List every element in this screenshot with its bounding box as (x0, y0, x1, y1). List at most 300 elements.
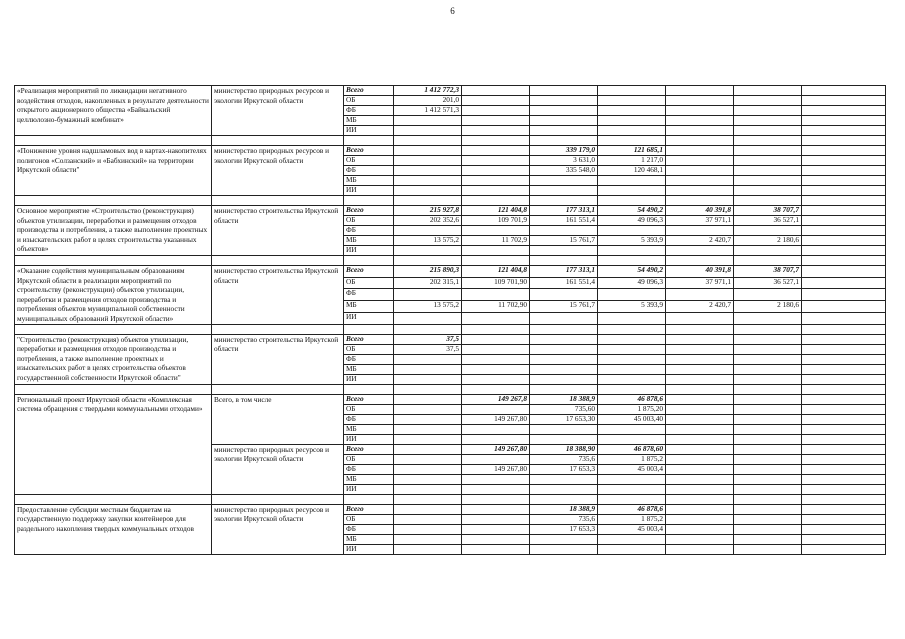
empty-cell (802, 344, 886, 354)
amount-cell (462, 166, 530, 176)
empty-cell (212, 256, 344, 266)
amount-cell (734, 444, 802, 454)
funding-source-cell: ИИ (344, 186, 394, 196)
amount-cell: 735,6 (530, 454, 598, 464)
amount-cell (734, 374, 802, 384)
empty-cell (802, 206, 886, 216)
amount-cell (394, 374, 462, 384)
amount-cell (734, 394, 802, 404)
amount-cell (666, 454, 734, 464)
amount-cell: 18 388,90 (530, 444, 598, 454)
amount-cell: 1 875,2 (598, 454, 666, 464)
amount-cell: 339 179,0 (530, 146, 598, 156)
funding-source-cell: ФБ (344, 464, 394, 474)
amount-cell (734, 126, 802, 136)
amount-cell (462, 424, 530, 434)
amount-cell (394, 364, 462, 374)
amount-cell (462, 454, 530, 464)
amount-cell (530, 544, 598, 554)
amount-cell: 177 313,1 (530, 266, 598, 278)
amount-cell (598, 116, 666, 126)
amount-cell (666, 116, 734, 126)
empty-cell (734, 384, 802, 394)
amount-cell (530, 334, 598, 344)
amount-cell (598, 374, 666, 384)
amount-cell: 49 096,3 (598, 216, 666, 226)
amount-cell (666, 374, 734, 384)
empty-cell (462, 324, 530, 334)
amount-cell (598, 246, 666, 256)
empty-cell (598, 494, 666, 504)
amount-cell (666, 514, 734, 524)
empty-cell (734, 324, 802, 334)
empty-cell (802, 126, 886, 136)
amount-cell (734, 344, 802, 354)
activity-description: «Понижение уровня надшламовых вод в картах-накопителях полигонов «Солзанский» и «Бабхинский» на территории Иркутской области" (15, 146, 212, 196)
empty-cell (394, 384, 462, 394)
amount-cell (462, 186, 530, 196)
amount-cell: 149 267,80 (462, 464, 530, 474)
empty-cell (802, 474, 886, 484)
amount-cell (530, 484, 598, 494)
amount-cell (530, 354, 598, 364)
amount-cell: 38 707,7 (734, 206, 802, 216)
amount-cell: 2 420,7 (666, 236, 734, 246)
amount-cell: 177 313,1 (530, 206, 598, 216)
amount-cell (394, 126, 462, 136)
amount-cell (598, 289, 666, 301)
empty-cell (212, 196, 344, 206)
amount-cell (394, 524, 462, 534)
amount-cell (462, 474, 530, 484)
spacer-row (15, 494, 886, 504)
amount-cell (666, 86, 734, 96)
empty-cell (802, 494, 886, 504)
amount-cell (598, 364, 666, 374)
empty-cell (212, 384, 344, 394)
amount-cell (462, 156, 530, 166)
empty-cell (802, 166, 886, 176)
funding-source-cell: ОБ (344, 96, 394, 106)
amount-cell (530, 312, 598, 324)
amount-cell (530, 186, 598, 196)
amount-cell (462, 364, 530, 374)
executor-cell: министерство природных ресурсов и экологии Иркутской области (212, 444, 344, 494)
amount-cell (394, 166, 462, 176)
executor-cell: министерство строительства Иркутской области (212, 206, 344, 256)
amount-cell: 202 352,6 (394, 216, 462, 226)
amount-cell (530, 106, 598, 116)
activity-description: Предоставление субсидии местным бюджетам на государственную поддержку закупки контейнеров для раздельного накопления твердых коммунальных отходов (15, 504, 212, 554)
amount-cell (734, 364, 802, 374)
amount-cell (598, 312, 666, 324)
amount-cell (530, 344, 598, 354)
amount-cell (394, 312, 462, 324)
empty-cell (802, 246, 886, 256)
amount-cell (734, 176, 802, 186)
empty-cell (530, 256, 598, 266)
amount-cell (394, 444, 462, 454)
amount-cell: 121 404,8 (462, 266, 530, 278)
amount-cell (598, 534, 666, 544)
amount-cell (394, 404, 462, 414)
amount-cell (734, 414, 802, 424)
funding-source-cell: МБ (344, 424, 394, 434)
empty-cell (462, 494, 530, 504)
amount-cell (734, 226, 802, 236)
empty-cell (734, 136, 802, 146)
amount-cell (666, 364, 734, 374)
amount-cell: 149 267,8 (462, 394, 530, 404)
amount-cell (530, 86, 598, 96)
amount-cell: 18 388,9 (530, 394, 598, 404)
amount-cell (734, 544, 802, 554)
empty-cell (802, 454, 886, 464)
amount-cell: 120 468,1 (598, 166, 666, 176)
amount-cell (666, 394, 734, 404)
amount-cell (734, 116, 802, 126)
amount-cell (394, 504, 462, 514)
amount-cell: 45 003,4 (598, 524, 666, 534)
amount-cell (666, 312, 734, 324)
amount-cell: 17 653,3 (530, 524, 598, 534)
amount-cell: 15 761,7 (530, 236, 598, 246)
funding-source-cell: ОБ (344, 277, 394, 289)
amount-cell (666, 146, 734, 156)
amount-cell (462, 146, 530, 156)
funding-source-cell: ИИ (344, 312, 394, 324)
empty-cell (802, 312, 886, 324)
amount-cell: 46 878,6 (598, 394, 666, 404)
spacer-row (15, 384, 886, 394)
empty-cell (212, 136, 344, 146)
empty-cell (530, 384, 598, 394)
amount-cell (598, 226, 666, 236)
empty-cell (802, 394, 886, 404)
empty-cell (802, 484, 886, 494)
funding-source-cell: ФБ (344, 354, 394, 364)
amount-cell: 121 685,1 (598, 146, 666, 156)
empty-cell (394, 196, 462, 206)
budget-table (14, 85, 886, 555)
empty-cell (802, 136, 886, 146)
amount-cell: 40 391,8 (666, 266, 734, 278)
amount-cell: 1 412 772,3 (394, 86, 462, 96)
amount-cell: 18 388,9 (530, 504, 598, 514)
amount-cell (734, 534, 802, 544)
amount-cell (734, 514, 802, 524)
amount-cell (734, 404, 802, 414)
amount-cell (598, 434, 666, 444)
funding-source-cell: ИИ (344, 544, 394, 554)
amount-cell (394, 176, 462, 186)
empty-cell (394, 256, 462, 266)
page-number: 6 (450, 6, 455, 16)
amount-cell (666, 504, 734, 514)
amount-cell: 45 003,4 (598, 464, 666, 474)
empty-cell (394, 136, 462, 146)
amount-cell (462, 312, 530, 324)
amount-cell (734, 424, 802, 434)
amount-cell: 3 631,0 (530, 156, 598, 166)
empty-cell (15, 384, 212, 394)
amount-cell (666, 444, 734, 454)
empty-cell (802, 176, 886, 186)
funding-source-cell: Всего (344, 394, 394, 404)
empty-cell (802, 86, 886, 96)
amount-cell (598, 96, 666, 106)
executor-cell: министерство природных ресурсов и экологии Иркутской области (212, 86, 344, 136)
empty-cell (802, 374, 886, 384)
empty-cell (802, 414, 886, 424)
amount-cell (394, 454, 462, 464)
empty-cell (15, 256, 212, 266)
empty-cell (734, 196, 802, 206)
amount-cell (530, 116, 598, 126)
empty-cell (15, 494, 212, 504)
funding-source-cell: ОБ (344, 156, 394, 166)
amount-cell (530, 434, 598, 444)
amount-cell (666, 524, 734, 534)
amount-cell (462, 514, 530, 524)
amount-cell (598, 126, 666, 136)
amount-cell (530, 534, 598, 544)
amount-cell: 37,5 (394, 334, 462, 344)
empty-cell (394, 324, 462, 334)
empty-cell (802, 364, 886, 374)
funding-source-cell: ФБ (344, 524, 394, 534)
empty-cell (802, 146, 886, 156)
amount-cell (734, 464, 802, 474)
amount-cell: 735,6 (530, 514, 598, 524)
empty-cell (344, 494, 394, 504)
amount-cell (394, 394, 462, 404)
empty-cell (802, 226, 886, 236)
empty-cell (802, 156, 886, 166)
amount-cell (394, 434, 462, 444)
amount-cell: 37,5 (394, 344, 462, 354)
amount-cell: 11 702,90 (462, 301, 530, 313)
empty-cell (802, 444, 886, 454)
amount-cell: 161 551,4 (530, 216, 598, 226)
funding-source-cell: Всего (344, 86, 394, 96)
amount-cell (734, 504, 802, 514)
amount-cell: 735,60 (530, 404, 598, 414)
empty-cell (530, 136, 598, 146)
amount-cell: 1 875,2 (598, 514, 666, 524)
amount-cell (666, 96, 734, 106)
empty-cell (802, 266, 886, 278)
amount-cell (530, 246, 598, 256)
amount-cell (734, 484, 802, 494)
empty-cell (530, 494, 598, 504)
funding-source-cell: Всего (344, 444, 394, 454)
empty-cell (462, 384, 530, 394)
funding-source-cell: ОБ (344, 344, 394, 354)
amount-cell (530, 176, 598, 186)
amount-cell (734, 434, 802, 444)
amount-cell: 201,0 (394, 96, 462, 106)
amount-cell (734, 354, 802, 364)
empty-cell (598, 324, 666, 334)
activity-description: Основное мероприятие «Строительство (реконструкция) объектов утилизации, переработки и размещения отходов производства и потребления, а также выполнение проектных и изыскательских работ в целях строительства указанных объектов» (15, 206, 212, 256)
amount-cell (462, 96, 530, 106)
amount-cell (394, 116, 462, 126)
empty-cell (212, 494, 344, 504)
empty-cell (15, 136, 212, 146)
spacer-row (15, 324, 886, 334)
amount-cell: 40 391,8 (666, 206, 734, 216)
amount-cell: 38 707,7 (734, 266, 802, 278)
funding-source-cell: ИИ (344, 246, 394, 256)
executor-cell: министерство природных ресурсов и экологии Иркутской области (212, 504, 344, 554)
amount-cell: 54 490,2 (598, 266, 666, 278)
empty-cell (802, 256, 886, 266)
amount-cell (598, 354, 666, 364)
amount-cell (462, 289, 530, 301)
empty-cell (344, 136, 394, 146)
amount-cell: 13 575,2 (394, 236, 462, 246)
empty-cell (802, 544, 886, 554)
amount-cell: 161 551,4 (530, 277, 598, 289)
empty-cell (802, 96, 886, 106)
funding-source-cell: ФБ (344, 289, 394, 301)
activity-description: Региональный проект Иркутской области «Комплексная система обращения с твердыми коммунальными отходами» (15, 394, 212, 494)
empty-cell (666, 256, 734, 266)
amount-cell (530, 364, 598, 374)
amount-cell (394, 156, 462, 166)
funding-source-cell: МБ (344, 534, 394, 544)
amount-cell (462, 86, 530, 96)
amount-cell: 149 267,80 (462, 414, 530, 424)
table-row (15, 146, 886, 156)
amount-cell (598, 186, 666, 196)
funding-source-cell: МБ (344, 116, 394, 126)
amount-cell (394, 186, 462, 196)
funding-source-cell: МБ (344, 364, 394, 374)
amount-cell (530, 374, 598, 384)
empty-cell (598, 384, 666, 394)
amount-cell (530, 424, 598, 434)
funding-source-cell: ОБ (344, 404, 394, 414)
amount-cell (530, 126, 598, 136)
amount-cell: 37 971,1 (666, 277, 734, 289)
empty-cell (212, 324, 344, 334)
empty-cell (530, 324, 598, 334)
amount-cell (666, 544, 734, 554)
amount-cell (734, 166, 802, 176)
amount-cell (598, 544, 666, 554)
amount-cell (394, 146, 462, 156)
amount-cell (666, 434, 734, 444)
amount-cell (530, 96, 598, 106)
amount-cell (394, 464, 462, 474)
amount-cell: 5 393,9 (598, 301, 666, 313)
amount-cell (394, 414, 462, 424)
amount-cell (462, 116, 530, 126)
empty-cell (802, 514, 886, 524)
amount-cell (598, 86, 666, 96)
amount-cell (462, 354, 530, 364)
amount-cell (666, 186, 734, 196)
executor-cell: министерство природных ресурсов и экологии Иркутской области (212, 146, 344, 196)
amount-cell (394, 226, 462, 236)
amount-cell: 15 761,7 (530, 301, 598, 313)
table-row (15, 206, 886, 216)
amount-cell: 121 404,8 (462, 206, 530, 216)
amount-cell (462, 404, 530, 414)
amount-cell (462, 126, 530, 136)
table-row (15, 86, 886, 96)
amount-cell: 109 701,9 (462, 216, 530, 226)
amount-cell (530, 474, 598, 484)
amount-cell (734, 312, 802, 324)
amount-cell (666, 414, 734, 424)
empty-cell (394, 494, 462, 504)
budget-table-body (15, 86, 886, 555)
empty-cell (344, 256, 394, 266)
table-row (15, 266, 886, 278)
spacer-row (15, 196, 886, 206)
amount-cell: 2 180,6 (734, 301, 802, 313)
empty-cell (802, 384, 886, 394)
amount-cell (530, 289, 598, 301)
amount-cell (394, 474, 462, 484)
amount-cell (530, 226, 598, 236)
amount-cell (734, 86, 802, 96)
empty-cell (462, 256, 530, 266)
table-row (15, 334, 886, 344)
funding-source-cell: ФБ (344, 106, 394, 116)
empty-cell (802, 354, 886, 364)
empty-cell (802, 424, 886, 434)
amount-cell: 37 971,1 (666, 216, 734, 226)
amount-cell (394, 354, 462, 364)
amount-cell: 13 575,2 (394, 301, 462, 313)
amount-cell (666, 156, 734, 166)
amount-cell (598, 484, 666, 494)
empty-cell (666, 384, 734, 394)
empty-cell (802, 106, 886, 116)
amount-cell (598, 176, 666, 186)
empty-cell (598, 136, 666, 146)
amount-cell: 215 890,3 (394, 266, 462, 278)
funding-source-cell: ФБ (344, 226, 394, 236)
amount-cell (734, 96, 802, 106)
empty-cell (598, 256, 666, 266)
empty-cell (344, 324, 394, 334)
empty-cell (802, 277, 886, 289)
amount-cell: 109 701,90 (462, 277, 530, 289)
amount-cell (394, 246, 462, 256)
amount-cell: 5 393,9 (598, 236, 666, 246)
funding-source-cell: МБ (344, 301, 394, 313)
empty-cell (802, 434, 886, 444)
amount-cell (734, 524, 802, 534)
amount-cell (598, 424, 666, 434)
funding-source-cell: ОБ (344, 454, 394, 464)
amount-cell (734, 106, 802, 116)
empty-cell (666, 136, 734, 146)
amount-cell (394, 424, 462, 434)
executor-cell: министерство строительства Иркутской области (212, 266, 344, 325)
empty-cell (15, 324, 212, 334)
amount-cell (462, 344, 530, 354)
funding-source-cell: ФБ (344, 166, 394, 176)
amount-cell: 335 548,0 (530, 166, 598, 176)
amount-cell (462, 106, 530, 116)
empty-cell (666, 494, 734, 504)
